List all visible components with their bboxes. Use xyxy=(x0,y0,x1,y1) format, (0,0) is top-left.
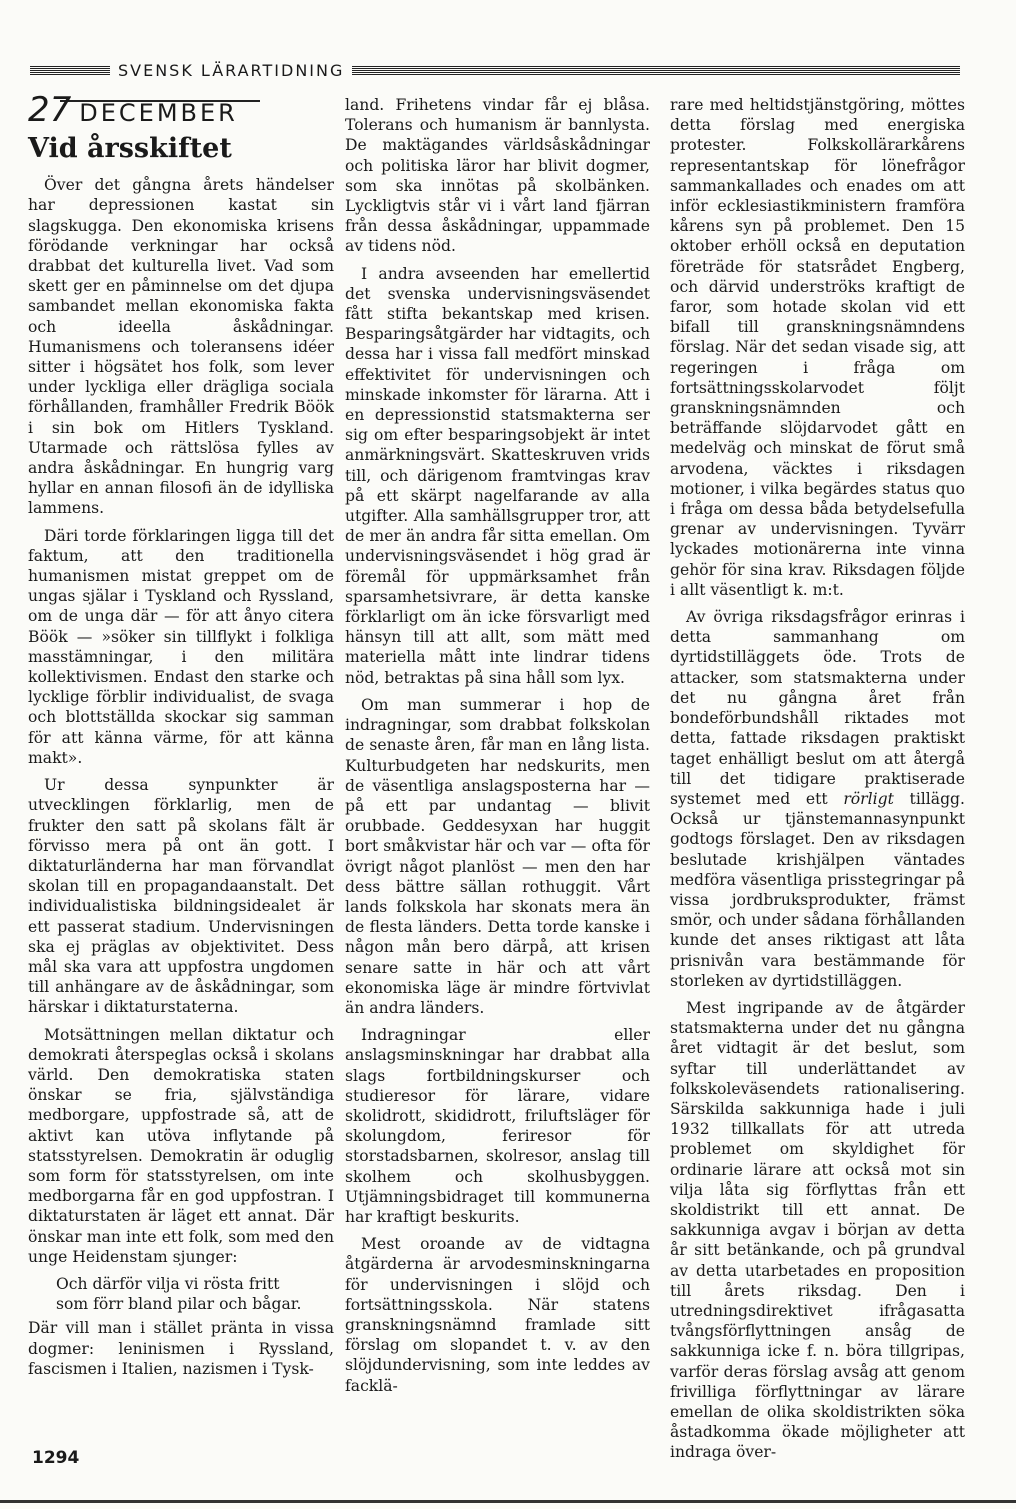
paragraph: land. Frihetens vindar får ej blåsa. Tolerans och humanism är bannlysta. De maktägandes världsåskådningar och politiska läror har blivit dogmer, som ska innötas på skolbänken. Lyckligtvis står vi i vårt land fjärran från dessa åskådningar, uppammade av tidens nöd. xyxy=(345,96,650,256)
column-2 xyxy=(345,95,650,1403)
emphasis: rörligt xyxy=(843,789,894,808)
date-month: DECEMBER xyxy=(79,99,238,127)
date-heading xyxy=(28,90,334,130)
paragraph: Mest ingripande av de åtgärder statsmakterna under det nu gångna året vidtagit är det beslut, som syftar till underlättandet av folkskoleväsendets rationalisering. Särskilda sakkunniga hade i juli 1932 tillkallats för att utreda problemet om skyldighet för ordinarie lärare att också mot sin vilja låta sig förflyttas från ett skoldistrikt till ett annat. De sakkunniga avgav i början av detta år sitt betänkande, och på grundval av detta utarbetades en proposition till årets riksdag. Den i utredningsdirektivet ifrågasatta tvångsförflyttningen ansåg de sakkunniga icke f. n. böra tillgripas, varför deras förslag avsåg att genom frivilliga förflyttningar av lärare emellan de olika skoldistrikten söka åstadkomma ökade möjligheter att indraga över- xyxy=(670,998,965,1462)
column-3 xyxy=(670,95,965,1470)
paragraph: Mest oroande av de vidtagna åtgärderna är arvodesminskningarna för undervisningen i slöjd och fortsättningsskola. När statens granskningsnämnd framlade sitt förslag om slopandet t. v. av den slöjdundervisning, som inte leddes av facklä- xyxy=(345,1235,650,1395)
poem-line: som förr bland pilar och bågar. xyxy=(56,1295,302,1314)
paragraph xyxy=(670,607,965,991)
poem-line: Och därför vilja vi rösta fritt xyxy=(56,1274,280,1293)
paragraph: I andra avseenden har emellertid det svenska undervisningsväsendet fått stifta bekantskap med krisen. Besparingsåtgärder har vidtagits, och dessa har i vissa fall medfört minskad effektivitet för undervisningen och minskade inkomster för lärarna. Att i en depressionstid statsmakterna ser sig om efter besparingsobjekt är intet anmärkningsvärt. Skatteskruven vrids till, och därigenom framtvingas krav på ett skärpt nagelfarande av alla utgifter. Alla samhällsgrupper tror, att de mer än andra får sitta emellan. Om undervisningsväsendet i hög grad är föremål för uppmärksamhet från sparsamhetsivrare, är detta kanske förklarligt om än icke försvarligt med hänsyn till att allt, som mätt med materiella mått inte lindrar tidens nöd, betraktas på sina håll som lyx. xyxy=(345,264,650,687)
date-day: 27 xyxy=(28,90,72,130)
column-1 xyxy=(28,90,334,1386)
publication-title: SVENSK LÄRARTIDNING xyxy=(118,60,345,80)
paragraph: Ur dessa synpunkter är utvecklingen förklarlig, men de frukter den satt på skolans fält är förvisso mera på ont än gott. I diktaturländerna har man förvandlat skolan till en propagandaanstalt. Det individualistiska bildningsidealet är ett passerat stadium. Undervisningen ska ej präglas av objektivitet. Dess mål ska vara att uppfostra ungdomen till anhängare av de åskådningar, som härskar i diktaturstaterna. xyxy=(28,776,334,1017)
poem-quote xyxy=(28,1274,334,1314)
paragraph-text: Av övriga riksdagsfrågor erinras i detta sammanhang om dyrtidstilläggets öde. Trots de attacker, som statsmakterna under det nu gångna året från bondeförbundshåll riktades mot detta, fattade riksdagen praktiskt taget enhälligt beslut om att återgå till det tidigare praktiserade systemet med ett xyxy=(670,608,965,808)
page-number: 1294 xyxy=(32,1448,80,1468)
header-rule-right xyxy=(352,66,960,75)
header-rule-left xyxy=(30,66,110,75)
bottom-rule xyxy=(0,1500,1016,1503)
paragraph: Om man summerar i hop de indragningar, som drabbat folkskolan de senaste åren, får man en lång lista. Kulturbudgeten har nedskurits, men de väsentliga anslagsposterna har — på ett par undantag — blivit orubbade. Geddesyxan har huggit bort småkvistar här och var — ofta för övrigt något planlöst — men den har dess bättre sällan rothuggit. Vårt lands folkskola har skonats mera än de flesta länders. Detta torde kanske i någon mån bero därpå, att krisen senare satte in här och att vårt ekonomiska läge är mindre förtvivlat än andra länders. xyxy=(345,695,650,1017)
paragraph: Över det gångna årets händelser har depressionen kastat sin slagskugga. Den ekonomiska krisens förödande verkningar har också drabbat det kulturella livet. Vad som skett ger en påminnelse om det djupa sambandet mellan ekonomiska fakta och ideella åskådningar. Humanismens och toleransens idéer sitter i högsätet hos folk, som lever under lyckliga eller drägliga sociala förhållanden, framhåller Fredrik Böök i sin bok om Hitlers Tyskland. Utarmade och rättslösa fylles av andra åskådningar. En hungrig varg hyllar en annan filosofi än de idylliska lammens. xyxy=(28,176,334,518)
paragraph: Indragningar eller anslagsminskningar har drabbat alla slags fortbildningskurser och studieresor för lärare, vidare skolidrott, skididrott, friluftsläger för skolungdom, feriresor för storstadsbarnen, skolresor, anslag till skolhem och skolhusbyggen. Utjämningsbidraget till kommunerna har kraftigt beskurits. xyxy=(345,1026,650,1226)
paragraph: Motsättningen mellan diktatur och demokrati återspeglas också i skolans värld. Den demokratiska staten önskar se fria, självständiga medborgare, uppfostrade så, att de aktivt kan utöva inflytande på statsstyrelsen. Demokratin är oduglig som form för statsstyrelsen, om inte medborgarna får en god uppfostran. I diktaturstaten är läget ett annat. Där önskar man inte ett folk, som med den unge Heidenstam sjunger: xyxy=(28,1025,334,1266)
paragraph: Där vill man i stället pränta in vissa dogmer: leninismen i Ryssland, fascismen i Italien, nazismen i Tysk- xyxy=(28,1319,334,1378)
date xyxy=(28,90,334,130)
article-title: Vid årsskiftet xyxy=(28,133,232,165)
running-header xyxy=(30,58,960,82)
paragraph-text: tillägg. Också ur tjänstemannasynpunkt godtogs förslaget. Den av riksdagen beslutade krishjälpen väntades medföra väsentliga prisstegringar på vissa jordbruksprodukter, främst smör, och under sådana förhållanden kunde det anses riktigast att låta prisnivån vara bestämmande för storleken av dyrtidstilläggen. xyxy=(670,789,965,990)
paragraph: Däri torde förklaringen ligga till det faktum, att den traditionella humanismen mistat greppet om de ungas själar i Tyskland och Ryssland, om de unga där — för att ånyo citera Böök — »söker sin tillflykt i folkliga masstämningar, i den militära kollektivismen. Endast den starke och lycklige förblir individualist, de svaga och blottställda skockar sig samman för att känna värme, för att känna makt». xyxy=(28,526,334,767)
paragraph: rare med heltidstjänstgöring, möttes detta förslag med energiska protester. Folkskollärarkårens representantskap för lönefrågor sammankallades och enades om att inför ecklesiastikministern framföra kårens syn på problemet. Den 15 oktober erhöll också en deputation företräde för statsrådet Engberg, och därvid underströks kraftigt de faror, som hotade skolan vid ett bifall till granskningsnämndens förslag. När det sedan visade sig, att regeringen i fråga om fortsättningsskolarvodet följt granskningsnämnden och beträffande slöjdarvodet gått en medelväg och minskat de förut små arvodena, väcktes i riksdagen motioner, i vilka begärdes status quo i fråga om dessa båda betydelsefulla grenar av undervisningen. Tyvärr lyckades motionärerna inte vinna gehör för sina krav. Riksdagen följde i allt väsentligt k. m:t. xyxy=(670,96,965,599)
